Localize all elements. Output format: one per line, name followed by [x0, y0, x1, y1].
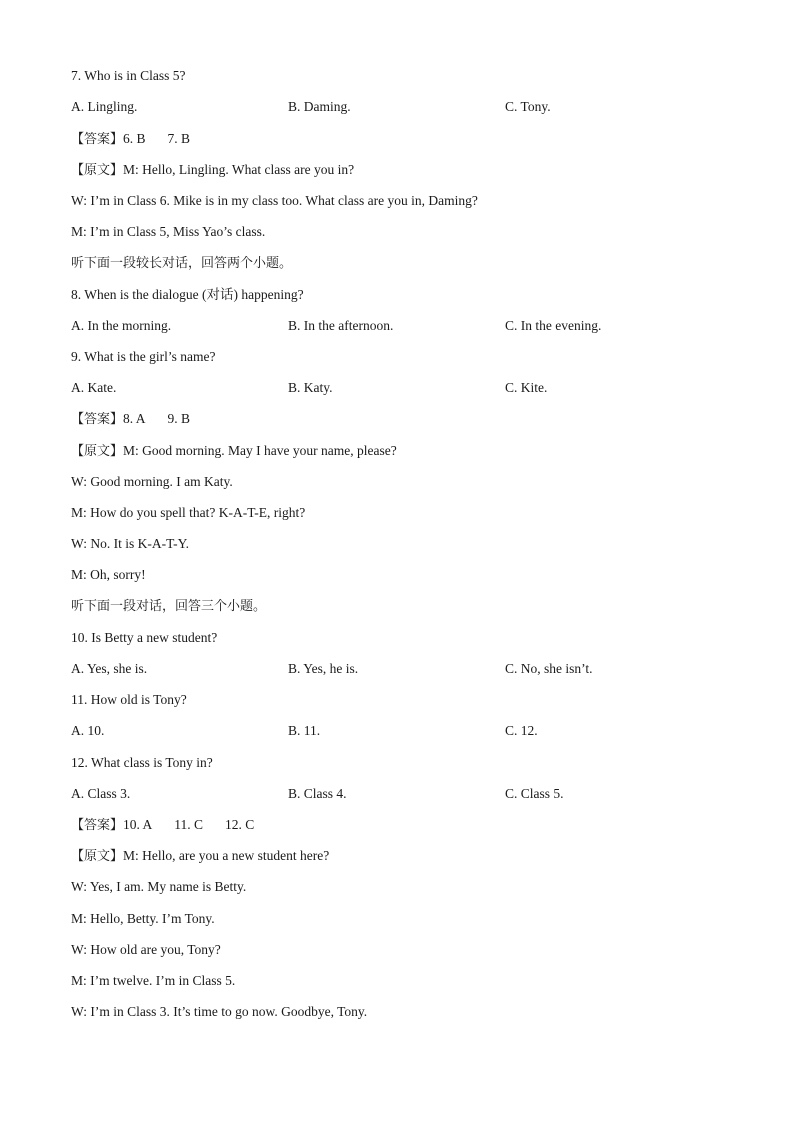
option-a: A. In the morning. [71, 318, 172, 333]
transcript-label: 【原文】 [71, 163, 124, 178]
answer-item: 7. B [167, 131, 191, 146]
transcript-line [71, 160, 354, 180]
transcript-text: M: Hello, are you a new student here? [123, 848, 330, 863]
answer-item: 9. B [167, 411, 191, 426]
option-a: A. Kate. [71, 380, 117, 395]
option-c: C. No, she isn’t. [505, 661, 593, 676]
option-b: B. Katy. [288, 380, 333, 395]
transcript-text: M: Hello, Lingling. What class are you in? [123, 162, 355, 177]
option-c: C. Kite. [505, 380, 548, 395]
transcript-line: W: I’m in Class 6. Mike is in my class too. What class are you in, Daming? [71, 193, 478, 208]
question-11-options [0, 721, 794, 741]
question-7: 7. Who is in Class 5? [71, 68, 186, 83]
question-9: 9. What is the girl’s name? [71, 349, 216, 364]
transcript-line: W: Yes, I am. My name is Betty. [71, 879, 247, 894]
answer-item: 8. A [123, 411, 146, 426]
option-c: C. 12. [505, 723, 538, 738]
transcript-line: W: Good morning. I am Katy. [71, 474, 233, 489]
section-instruction: 听下面一段对话，回答三个小题。 [71, 599, 267, 614]
transcript-label: 【原文】 [71, 849, 124, 864]
question-12: 12. What class is Tony in? [71, 755, 213, 770]
answer-label: 【答案】 [71, 818, 124, 833]
question-10-options [0, 659, 794, 679]
option-a: A. Yes, she is. [71, 661, 148, 676]
transcript-line: W: How old are you, Tony? [71, 942, 221, 957]
transcript-line: W: I’m in Class 3. It’s time to go now. Goodbye, Tony. [71, 1004, 368, 1019]
question-8-options [0, 316, 794, 336]
question-9-options [0, 378, 794, 398]
option-c: C. Class 5. [505, 786, 564, 801]
question-11: 11. How old is Tony? [71, 692, 187, 707]
transcript-line [71, 441, 397, 461]
option-a: A. Lingling. [71, 99, 138, 114]
option-b: B. In the afternoon. [288, 318, 394, 333]
transcript-line: M: Oh, sorry! [71, 567, 146, 582]
section-instruction: 听下面一段较长对话，回答两个小题。 [71, 256, 293, 271]
answer-item: 10. A [123, 817, 153, 832]
transcript-line [71, 846, 329, 866]
answer-line-3 [71, 815, 254, 835]
transcript-line: M: How do you spell that? K-A-T-E, right? [71, 505, 306, 520]
answer-item: 6. B [123, 131, 146, 146]
answer-line-2 [71, 409, 190, 429]
option-a: A. 10. [71, 723, 105, 738]
answer-item: 11. C [174, 817, 204, 832]
option-b: B. Daming. [288, 99, 351, 114]
transcript-line: M: I’m twelve. I’m in Class 5. [71, 973, 236, 988]
question-7-options [0, 97, 794, 117]
option-a: A. Class 3. [71, 786, 131, 801]
option-b: B. 11. [288, 723, 321, 738]
transcript-label: 【原文】 [71, 444, 124, 459]
option-b: B. Class 4. [288, 786, 347, 801]
option-c: C. In the evening. [505, 318, 602, 333]
question-12-options [0, 784, 794, 804]
option-c: C. Tony. [505, 99, 551, 114]
transcript-line: M: I’m in Class 5, Miss Yao’s class. [71, 224, 266, 239]
question-10: 10. Is Betty a new student? [71, 630, 218, 645]
transcript-line: M: Hello, Betty. I’m Tony. [71, 911, 215, 926]
answer-line-1 [71, 129, 190, 149]
answer-label: 【答案】 [71, 132, 124, 147]
answer-label: 【答案】 [71, 412, 124, 427]
question-8: 8. When is the dialogue (对话) happening? [71, 287, 304, 302]
option-b: B. Yes, he is. [288, 661, 359, 676]
transcript-text: M: Good morning. May I have your name, please? [123, 443, 397, 458]
transcript-line: W: No. It is K-A-T-Y. [71, 536, 189, 551]
answer-item: 12. C [225, 817, 255, 832]
